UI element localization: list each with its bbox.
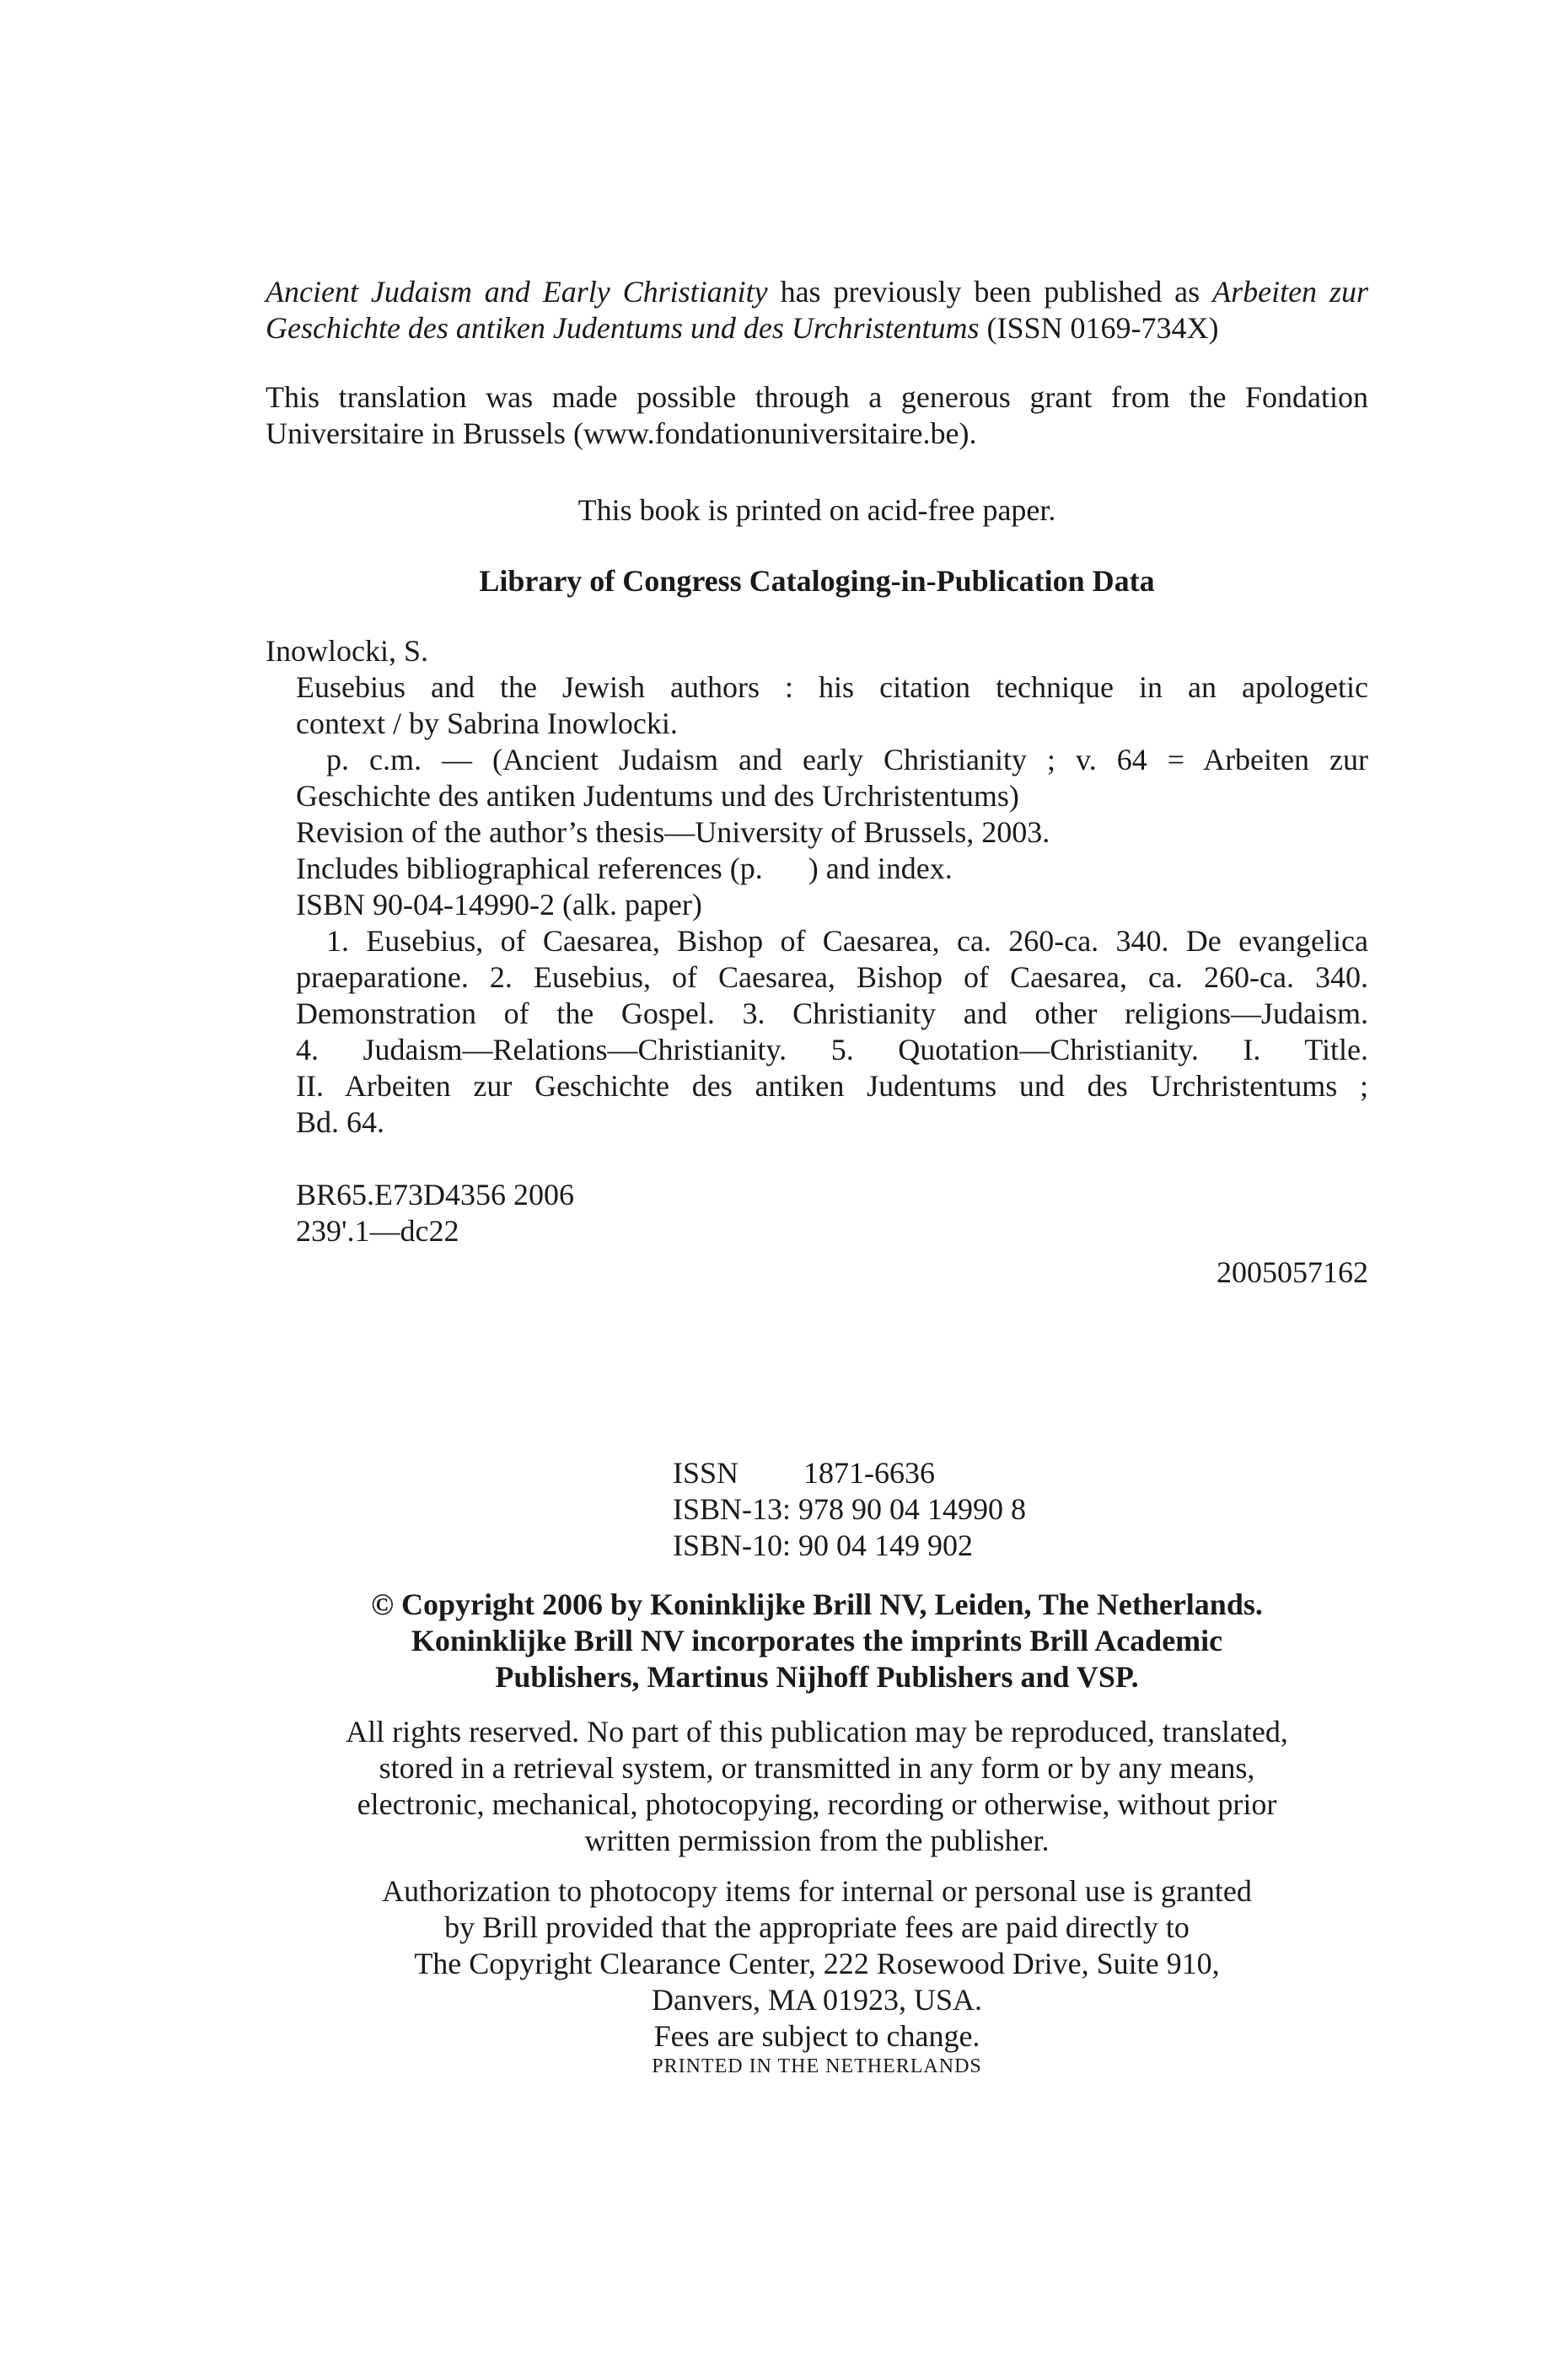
rights-line-3: electronic, mechanical, photocopying, recording or otherwise, without prior (357, 1787, 1277, 1821)
cip-isbn: ISBN 90-04-14990-2 (alk. paper) (296, 888, 702, 921)
cip-lccn: 2005057162 (1217, 1255, 1368, 1289)
cip-dewey: 239'.1—dc22 (296, 1214, 459, 1248)
rights-statement (266, 1714, 1368, 1859)
cip-record (266, 633, 1368, 1291)
rights-line-4: written permission from the publisher. (584, 1824, 1050, 1857)
identifier-isbn13 (673, 1491, 1026, 1528)
publication-note (266, 274, 1368, 347)
cip-classification: BR65.E73D4356 2006 (296, 1178, 575, 1211)
cip-subjects-line-2: praeparatione. 2. Eusebius, of Caesarea, Bishop of Caesarea, ca. 260-ca. 340. (296, 960, 1368, 994)
copyright-line-3: Publishers, Martinus Nijhoff Publishers and VSP. (495, 1660, 1139, 1694)
cip-subjects-line-1: 1. Eusebius, of Caesarea, Bishop of Caesarea, ca. 260-ca. 340. De evangelica (326, 924, 1368, 958)
printed-in-note: PRINTED IN THE NETHERLANDS (652, 2055, 982, 2077)
publication-note-text: has previously been published as (767, 275, 1213, 309)
identifier-label: ISBN-10: (673, 1528, 792, 1562)
series-title-german: Arbeiten zur Geschichte des antiken Judentums und des Urchristentums (266, 275, 1368, 345)
cip-series-line-2: Geschichte des antiken Judentums und des Urchristentums) (296, 779, 1019, 813)
authorization-line-3: The Copyright Clearance Center, 222 Rosewood Drive, Suite 910, (414, 1947, 1220, 1980)
copyright-line-2: Koninklijke Brill NV incorporates the imprints Brill Academic (411, 1624, 1223, 1657)
identifiers-block (673, 1455, 1026, 1564)
cip-bibliography-note: Includes bibliographical references (p. ) and index. (296, 852, 953, 885)
copyright-line-1: © Copyright 2006 by Koninklijke Brill NV, Leiden, The Netherlands. (371, 1588, 1263, 1621)
series-title-english: Ancient Judaism and Early Christianity (266, 275, 768, 309)
rights-line-1: All rights reserved. No part of this publication may be reproduced, translated, (346, 1715, 1288, 1749)
identifier-label: ISSN (673, 1456, 739, 1490)
cip-heading: Library of Congress Cataloging-in-Publication Data (479, 564, 1155, 598)
cip-subjects-line-6: Bd. 64. (296, 1105, 385, 1139)
acid-free-note: This book is printed on acid-free paper. (577, 493, 1056, 527)
cip-subjects-line-5: II. Arbeiten zur Geschichte des antiken Judentums und des Urchristentums ; (296, 1069, 1368, 1103)
cip-thesis-note: Revision of the author’s thesis—University of Brussels, 2003. (296, 815, 1050, 849)
identifier-label: ISBN-13: (673, 1492, 792, 1526)
identifier-isbn10 (673, 1528, 1026, 1564)
cip-subjects-line-3: Demonstration of the Gospel. 3. Christianity and other religions—Judaism. (296, 997, 1368, 1030)
identifier-value: 1871-6636 (803, 1456, 935, 1490)
rights-line-2: stored in a retrieval system, or transmitted in any form or by any means, (379, 1751, 1255, 1785)
cip-author: Inowlocki, S. (266, 634, 428, 668)
series-issn: (ISSN 0169-734X) (979, 311, 1219, 345)
photocopy-authorization (266, 1873, 1368, 2055)
cip-title-line-2: context / by Sabrina Inowlocki. (296, 706, 678, 740)
authorization-line-1: Authorization to photocopy items for internal or personal use is granted (382, 1874, 1252, 1908)
authorization-line-2: by Brill provided that the appropriate fees are paid directly to (444, 1910, 1190, 1944)
translation-note: This translation was made possible through a generous grant from the Fondation Universitaire in Brussels (www.fondationuniversitaire.be). (266, 380, 1368, 450)
authorization-line-5: Fees are subject to change. (653, 2019, 980, 2053)
cip-subjects-line-4: 4. Judaism—Relations—Christianity. 5. Quotation—Christianity. I. Title. (296, 1033, 1368, 1066)
identifier-value: 978 90 04 14990 8 (798, 1492, 1027, 1526)
copyright-notice (266, 1587, 1368, 1695)
cip-series-line-1: p. c.m. — (Ancient Judaism and early Christianity ; v. 64 = Arbeiten zur (326, 743, 1368, 776)
identifier-value: 90 04 149 902 (798, 1528, 974, 1562)
identifier-issn (673, 1455, 1026, 1491)
authorization-line-4: Danvers, MA 01923, USA. (652, 1983, 982, 2017)
cip-title-line-1: Eusebius and the Jewish authors : his citation technique in an apologetic (296, 670, 1368, 704)
